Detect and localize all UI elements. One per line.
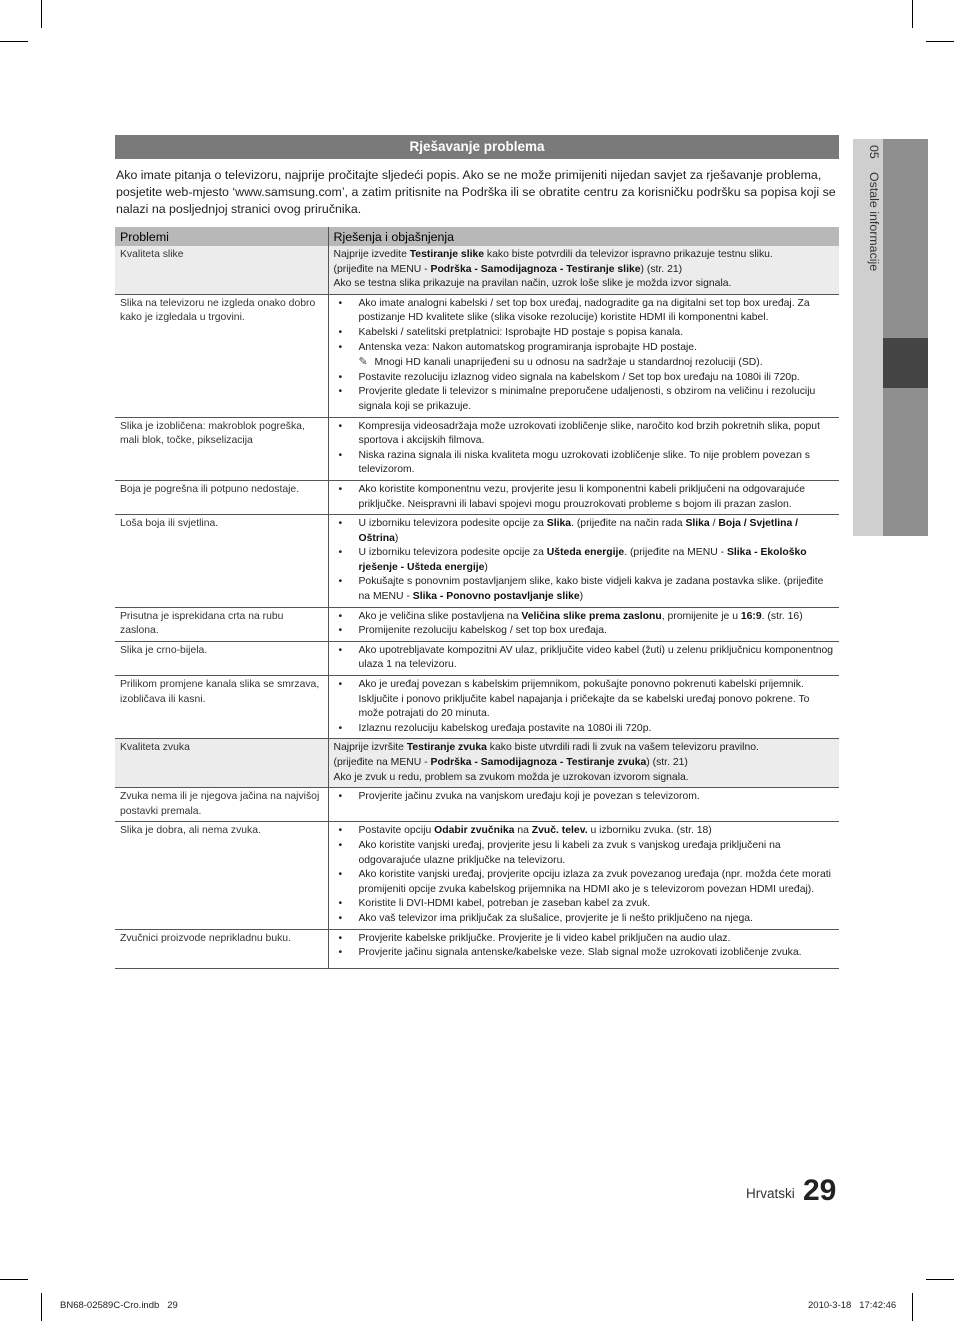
problem-cell: Zvuka nema ili je njegova jačina na najvišoj postavki premala. — [115, 788, 328, 822]
bullet-icon: • — [338, 912, 343, 924]
emphasis-text: Slika — [546, 518, 572, 530]
emphasis-text: Veličina slike prema zaslonu — [521, 610, 662, 622]
text-run: . (prijeđite na MENU - — [624, 547, 727, 559]
solution-bullet — [334, 824, 835, 839]
solution-bullet — [334, 868, 835, 897]
text-run: Promijenite rezoluciju kabelskog / set top box uređaja. — [358, 625, 607, 637]
intro-paragraph: Ako imate pitanja o televizoru, najprije pročitajte sljedeći popis. Ako se ne može primijeniti nijedan savjet za rješavanje problema, posjetite web-mjesto ‘www.samsung.com’, a zatim pritisnite na Podrška ili se obratite centru za korisničku podršku sa popisa koji se nalazi na posljednjoj stranici ovog priručnika. — [116, 168, 836, 216]
emphasis-text: Boja / Svjetlina / Oštrina — [358, 518, 799, 544]
text-run: Izlaznu rezoluciju kabelskog uređaja postavite na 1080i ili 720p. — [358, 722, 652, 734]
text-run: Ako upotrebljavate kompozitni AV ulaz, priključite video kabel (žuti) u zelenu priključnicu komponentnog ulaza 1 na televizoru. — [358, 644, 834, 671]
solution-list — [334, 644, 835, 673]
text-run: / — [709, 518, 719, 530]
crop-mark — [41, 1293, 42, 1321]
crop-mark — [0, 1279, 28, 1280]
troubleshooting-table — [115, 227, 839, 969]
solution-cell — [328, 641, 839, 675]
table-row — [115, 739, 839, 788]
solution-line — [334, 277, 835, 292]
bullet-icon: • — [338, 947, 343, 959]
text-run: kako biste potvrdili da televizor ispravno prikazuje testnu sliku. — [484, 249, 773, 260]
emphasis-text: Odabir zvučnika — [434, 825, 515, 837]
chapter-number: 05 — [867, 145, 881, 159]
problem-cell: Zvučnici proizvode neprikladnu buku. — [115, 929, 328, 968]
text-run: Najprije izvršite — [333, 742, 407, 754]
problem-cell: Slika na televizoru ne izgleda onako dobro kako je izgledala u trgovini. — [115, 294, 328, 417]
solution-bullet — [334, 371, 835, 386]
solution-line — [334, 248, 835, 263]
solution-bullet — [334, 341, 835, 356]
emphasis-text: Slika — [685, 518, 710, 530]
problem-cell: Prilikom promjene kanala slika se smrzava, izobličava ili kasni. — [115, 676, 328, 739]
text-run: Najprije izvedite — [333, 249, 410, 260]
text-run: Provjerite jačinu signala antenske/kabelske veze. Slab signal može uzrokovati izobličenje zvuka. — [358, 947, 802, 959]
emphasis-text: Slika - Ekološko rješenje - Ušteda energije — [358, 547, 807, 573]
solution-bullet — [334, 517, 835, 546]
solution-list — [334, 483, 835, 512]
crop-mark — [912, 1293, 913, 1321]
text-run: ) (str. 21) — [646, 757, 688, 768]
side-tab-marker — [883, 338, 928, 388]
emphasis-text: Slika - Ponovno postavljanje slike — [412, 591, 580, 603]
solution-bullet — [334, 644, 835, 673]
solution-bullet — [334, 449, 835, 478]
solution-cell — [328, 417, 839, 480]
text-run: Koristite li DVI-HDMI kabel, potreban je zaseban kabel za zvuk. — [358, 898, 651, 910]
problem-cell: Slika je izobličena: makroblok pogreška, mali blok, točke, pikselizacija — [115, 417, 328, 480]
text-run: kako biste utvrdili radi li zvuk na vašem televizoru pravilno. — [486, 742, 759, 754]
solution-bullet — [334, 912, 835, 927]
solution-bullet — [334, 946, 835, 961]
section-title: Rješavanje problema — [115, 135, 839, 159]
print-datetime: 2010-3-18 17:42:46 — [808, 1300, 897, 1311]
solution-bullet — [334, 678, 835, 722]
print-file-info: BN68-02589C-Cro.indb 29 — [60, 1300, 178, 1311]
crop-mark — [926, 41, 954, 42]
solution-list — [334, 610, 835, 639]
bullet-icon: • — [338, 898, 343, 910]
solution-bullet — [334, 624, 835, 639]
table-row — [115, 676, 839, 739]
text-run: ) — [394, 532, 399, 544]
problem-cell: Boja je pogrešna ili potpuno nedostaje. — [115, 480, 328, 514]
table-row — [115, 929, 839, 968]
note — [334, 355, 835, 371]
text-run: Ako je veličina slike postavljena na — [358, 610, 522, 622]
bullet-icon: • — [338, 679, 343, 691]
column-header-solutions: Rješenja i objašnjenja — [328, 227, 839, 246]
text-run: na — [514, 825, 532, 837]
bullet-icon: • — [338, 518, 343, 530]
solution-line — [334, 756, 835, 771]
text-run: u izborniku zvuka. (str. 18) — [587, 825, 712, 837]
crop-mark — [41, 0, 42, 28]
text-run: . (str. 16) — [761, 610, 803, 622]
table-row — [115, 641, 839, 675]
solution-cell — [328, 246, 839, 294]
text-run: Ako imate analogni kabelski / set top box uređaj, nadogradite ga na digitalni set top box uređaj. Za postizanje HD kvalitete slike (slika visoke rezolucije) koristite HDMI ili komponentni kabel. — [358, 297, 810, 324]
text-run: ) — [484, 561, 488, 573]
solution-bullet — [334, 610, 835, 625]
solution-bullet — [334, 932, 835, 947]
solution-line — [334, 263, 835, 278]
text-run: ) (str. 21) — [640, 263, 683, 275]
table-row — [115, 515, 839, 608]
text-run: U izborniku televizora podesite opcije za — [358, 547, 547, 559]
text-run: (prijeđite na MENU - — [333, 757, 431, 768]
solution-cell — [328, 515, 839, 608]
side-tab-label — [855, 145, 881, 535]
text-run: Ako je zvuk u redu, problem sa zvukom možda je uzrokovan izvorom signala. — [333, 771, 689, 783]
solution-list — [334, 790, 835, 805]
emphasis-text: Zvuč. telev. — [531, 825, 588, 837]
crop-mark — [912, 0, 913, 28]
solution-cell — [328, 739, 839, 788]
solution-cell — [328, 676, 839, 739]
table-row — [115, 417, 839, 480]
text-run: Ako se testna slika prikazuje na pravilan način, uzrok loše slike je možda izvor signala. — [333, 278, 732, 290]
bullet-icon: • — [338, 610, 343, 622]
note-text: Mnogi HD kanali unaprijeđeni su u odnosu na sadržaje u standardnoj rezoluciji (SD). — [374, 357, 763, 369]
bullet-icon: • — [338, 449, 343, 461]
solution-list — [334, 932, 835, 961]
text-run: Postavite opciju — [358, 825, 435, 837]
note-pencil-icon: ✎ — [358, 356, 368, 369]
bullet-icon: • — [338, 297, 343, 309]
solution-bullet — [334, 326, 835, 341]
text-run: Ako vaš televizor ima priključak za slušalice, provjerite je li nešto priključeno na njega. — [358, 912, 753, 924]
bullet-icon: • — [338, 483, 343, 495]
text-run: Kompresija videosadržaja može uzrokovati izobličenje slike, naročito kod brzih pokretnih slika, poput sportova i akcijskih filmova. — [358, 420, 820, 447]
emphasis-text: Testiranje slike — [409, 249, 485, 260]
crop-mark — [0, 41, 28, 42]
solution-bullet — [334, 722, 835, 737]
solution-line — [334, 741, 835, 756]
text-run: Ako je uređaj povezan s kabelskim prijemnikom, pokušajte ponovno pokrenuti kabelski prijemnik. Isključite i ponovo priključite kabel napajanja i pričekajte da se kabelski uređaj ponovo pokrene. To može potrajati do 20 minuta. — [358, 679, 810, 720]
bullet-icon: • — [338, 839, 343, 851]
text-run: Postavite rezoluciju izlaznog video signala na kabelskom / Set top box uređaju na 1080i ili 720p. — [358, 371, 800, 383]
problem-cell: Kvaliteta zvuka — [115, 739, 328, 788]
bullet-icon: • — [338, 791, 343, 803]
crop-mark — [926, 1279, 954, 1280]
bullet-icon: • — [338, 371, 343, 383]
text-run: Provjerite jačinu zvuka na vanjskom uređaju koji je povezan s televizorom. — [358, 791, 700, 803]
table-row — [115, 294, 839, 417]
text-run: Niska razina signala ili niska kvaliteta mogu uzrokovati izobličenje slike. To nije problem povezan s televizorom. — [358, 449, 810, 476]
table-row — [115, 822, 839, 929]
bullet-icon: • — [338, 625, 343, 637]
problem-cell: Loša boja ili svjetlina. — [115, 515, 328, 608]
solution-list — [334, 420, 835, 478]
column-header-problems: Problemi — [115, 227, 328, 246]
solution-bullet — [334, 790, 835, 805]
bullet-icon: • — [338, 386, 343, 398]
solution-cell — [328, 607, 839, 641]
table-row — [115, 607, 839, 641]
text-run: Provjerite kabelske priključke. Provjerite je li video kabel priključen na audio ulaz. — [358, 932, 731, 944]
emphasis-text: Podrška - Samodijagnoza - Testiranje zvuka — [430, 757, 647, 768]
solution-cell — [328, 822, 839, 929]
solution-list — [334, 678, 835, 736]
problem-cell: Slika je dobra, ali nema zvuka. — [115, 822, 328, 929]
text-run: (prijeđite na MENU - — [333, 263, 431, 275]
text-run: U izborniku televizora podesite opcije za — [358, 518, 547, 530]
bullet-icon: • — [338, 576, 343, 588]
problem-cell: Kvaliteta slike — [115, 246, 328, 294]
bullet-icon: • — [338, 326, 343, 338]
table-row — [115, 480, 839, 514]
page-number: 29 — [803, 1174, 837, 1207]
solution-bullet — [334, 575, 835, 604]
solution-list — [334, 517, 835, 605]
text-run: Ako koristite vanjski uređaj, provjerite jesu li kabeli za zvuk s vanjskog uređaja priključeni na odgovarajuće ulazne priključke na televizoru. — [358, 839, 781, 866]
problem-cell: Slika je crno-bijela. — [115, 641, 328, 675]
footer-language: Hrvatski — [746, 1186, 795, 1201]
solution-line — [334, 771, 835, 786]
problem-cell: Prisutna je isprekidana crta na rubu zaslona. — [115, 607, 328, 641]
text-run: Kabelski / satelitski pretplatnici: Isprobajte HD postaje s popisa kanala. — [358, 326, 684, 338]
emphasis-text: Testiranje zvuka — [406, 742, 487, 754]
solution-bullet — [334, 483, 835, 512]
table-row — [115, 788, 839, 822]
bullet-icon: • — [338, 644, 343, 656]
text-run: Antenska veza: Nakon automatskog programiranja isprobajte HD postaje. — [358, 341, 697, 353]
bullet-icon: • — [338, 341, 343, 353]
chapter-title: Ostale informacije — [867, 172, 881, 272]
text-run: Pokušajte s ponovnim postavljanjem slike, kako biste vidjeli kakva je zadana postavka slike. (prijeđite na MENU - — [358, 576, 824, 603]
solution-bullet — [334, 897, 835, 912]
text-run: , promijenite je u — [661, 610, 741, 622]
table-row — [115, 246, 839, 294]
bullet-icon: • — [338, 825, 343, 837]
solution-bullet — [334, 297, 835, 326]
solution-cell — [328, 788, 839, 822]
bullet-icon: • — [338, 722, 343, 734]
emphasis-text: 16:9 — [740, 610, 762, 622]
emphasis-text: Ušteda energije — [546, 547, 625, 559]
bullet-icon: • — [338, 547, 343, 559]
bullet-icon: • — [338, 932, 343, 944]
bullet-icon: • — [338, 869, 343, 881]
bullet-icon: • — [338, 420, 343, 432]
text-run: . (prijeđite na način rada — [571, 518, 686, 530]
solution-cell — [328, 480, 839, 514]
solution-bullet — [334, 839, 835, 868]
text-run: Provjerite gledate li televizor s minimalne preporučene udaljenosti, s obzirom na veličinu i rezoluciju signala koji se prikazuje. — [358, 386, 816, 412]
solution-bullet — [334, 385, 835, 414]
solution-bullet — [334, 420, 835, 449]
text-run: ) — [579, 591, 584, 603]
solution-cell — [328, 929, 839, 968]
solution-list — [334, 297, 835, 415]
text-run: Ako koristite komponentnu vezu, provjerite jesu li komponentni kabeli priključeni na odgovarajuće priključke. Neispravni ili labavi spojevi mogu prouzrokovati probleme s bojom ili prazan zaslon. — [358, 483, 805, 510]
solution-cell — [328, 294, 839, 417]
emphasis-text: Podrška - Samodijagnoza - Testiranje slike — [430, 263, 641, 275]
solution-list — [334, 824, 835, 926]
solution-bullet — [334, 546, 835, 575]
table-header-row — [115, 227, 839, 246]
text-run: Ako koristite vanjski uređaj, provjerite opciju izlaza za zvuk povezanog uređaja (npr. možda ćete morati promijeniti opcije zvuka kabelskog prijemnika na HDMI ako je s televizorom povezan HDMI uređaj). — [358, 869, 831, 895]
